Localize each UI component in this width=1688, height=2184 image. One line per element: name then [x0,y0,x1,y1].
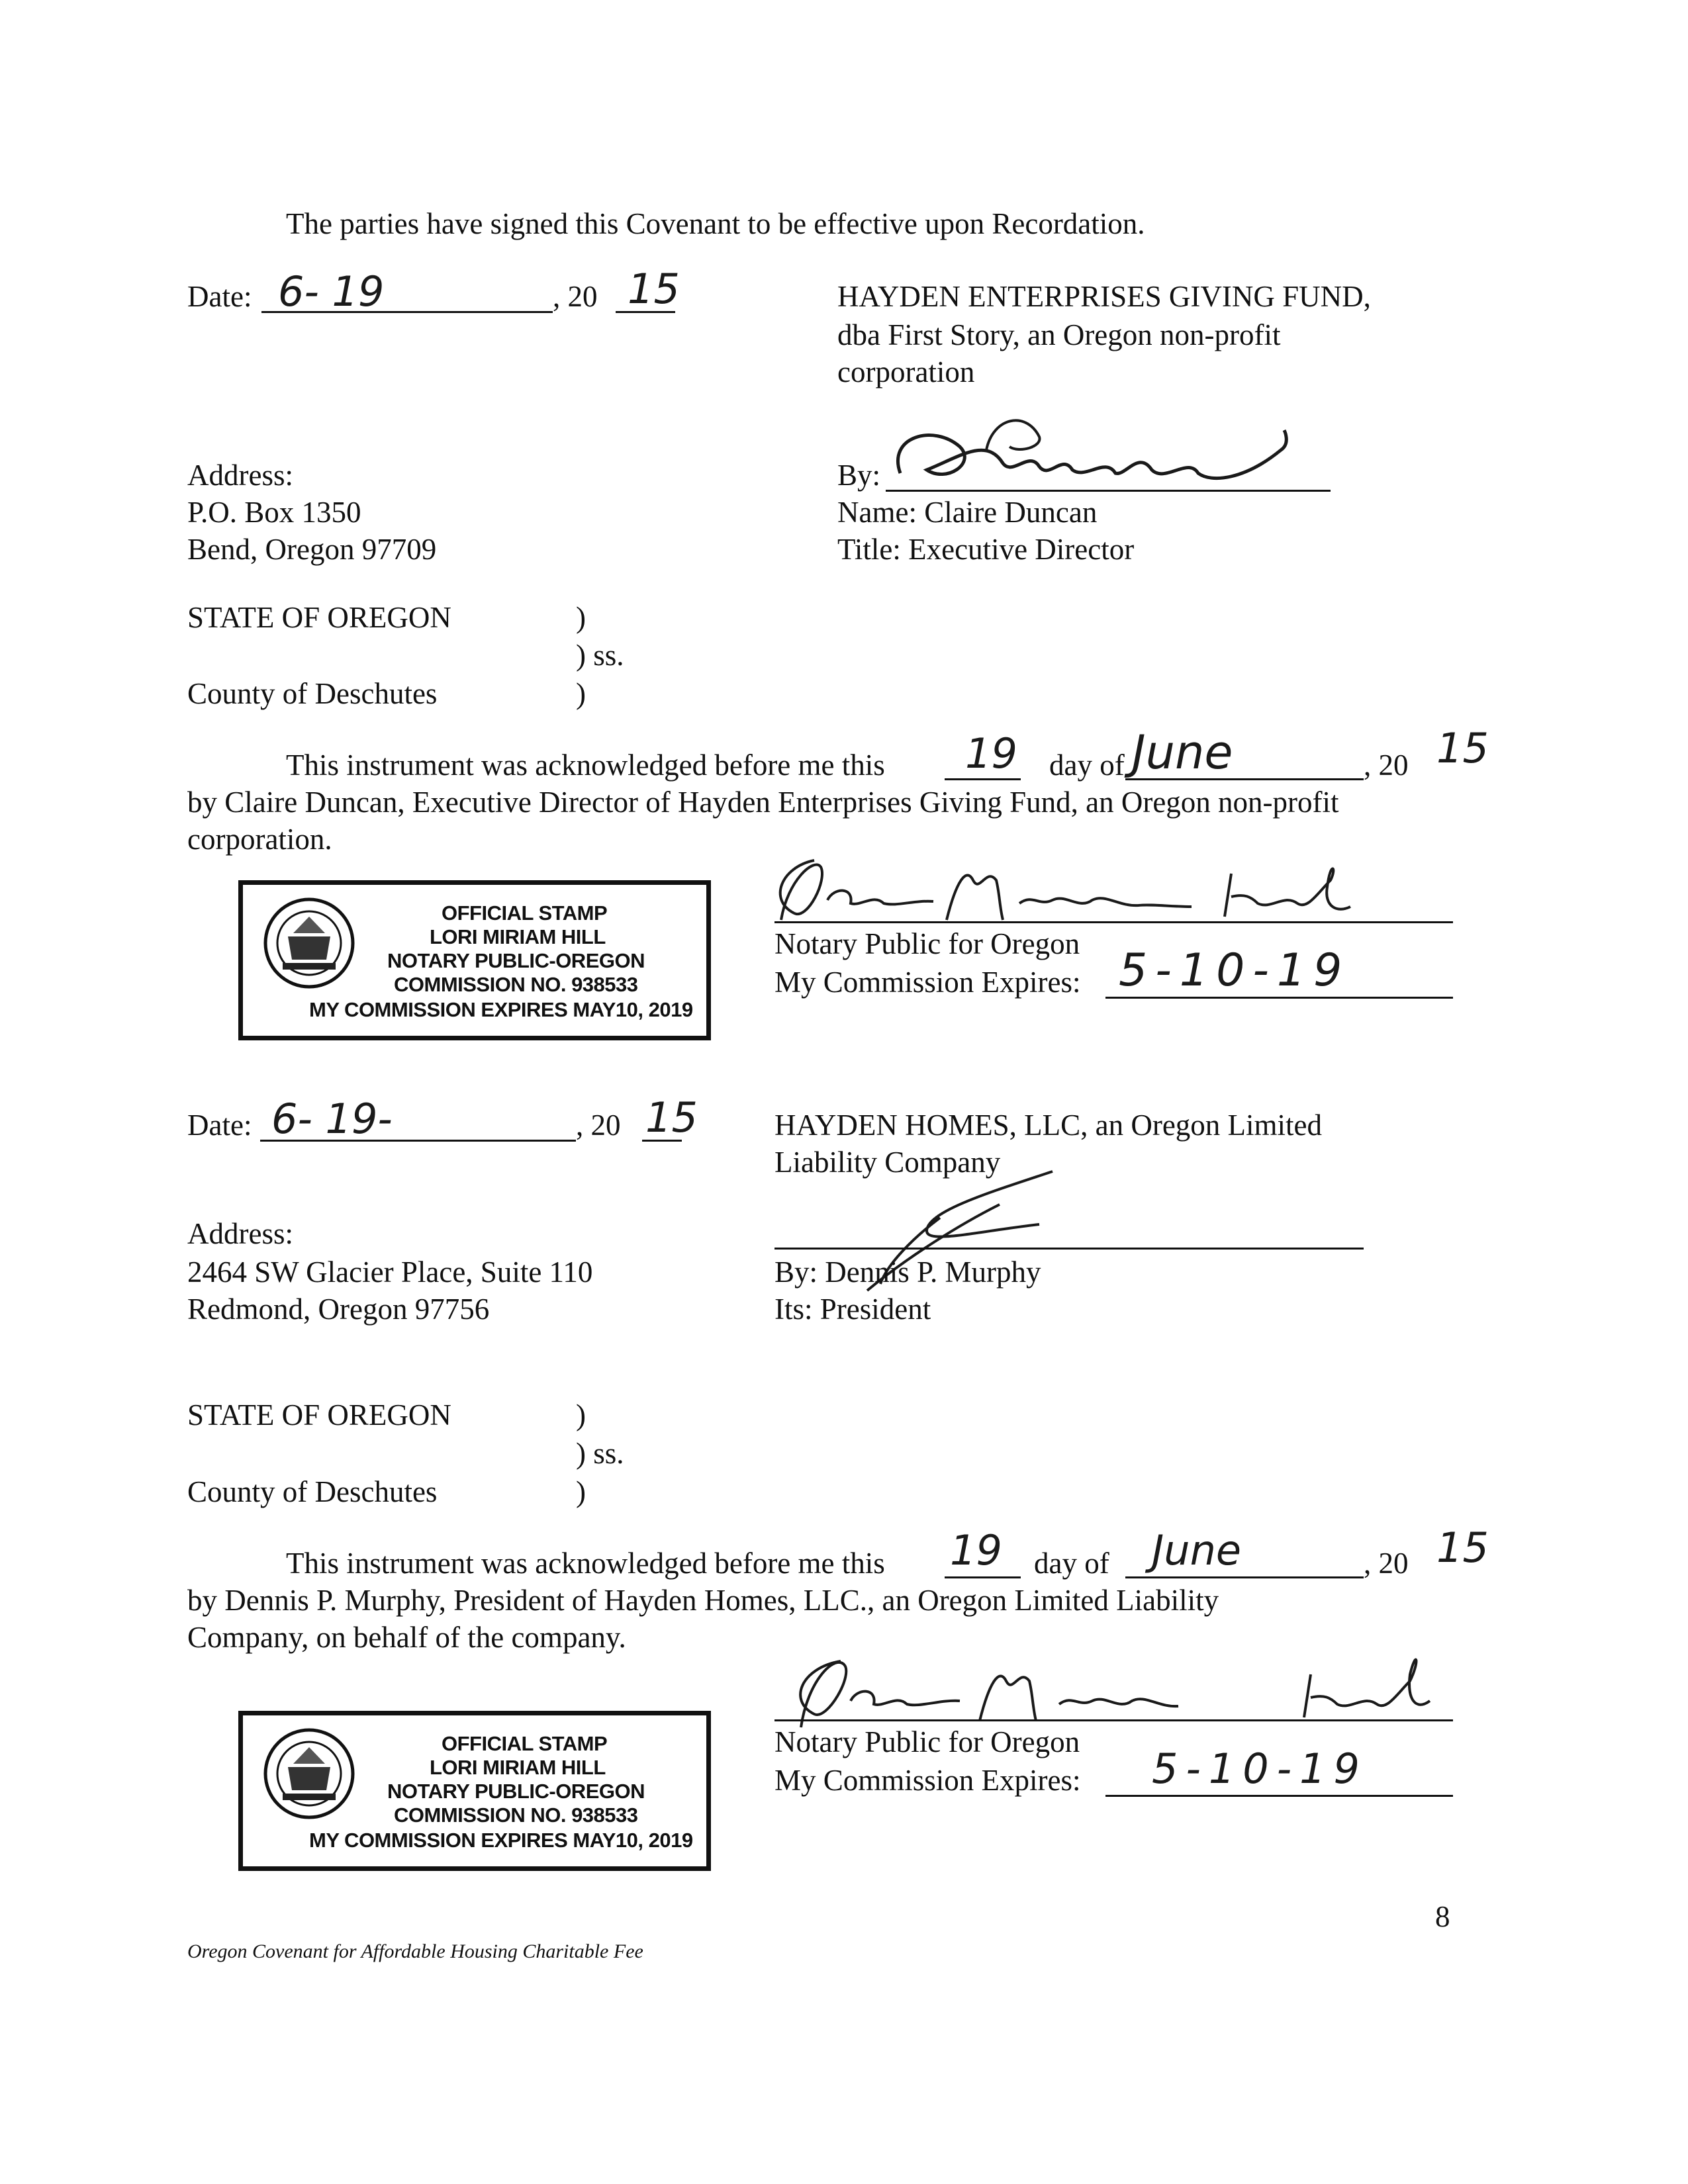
party-desc-2: Liability Company [774,1146,1001,1179]
date-label-2: Date: [187,1109,252,1142]
party-desc-1b: corporation [837,355,975,388]
county-1: County of Deschutes [187,677,438,710]
county-2: County of Deschutes [187,1475,438,1508]
notary-stamp-2 [238,1711,711,1871]
ack-1-dayof: day of [1049,749,1125,782]
state-seal-icon [263,897,355,989]
year-underline-1 [616,311,675,313]
address-line-2b: Redmond, Oregon 97756 [187,1293,490,1326]
year-prefix-2: , 20 [576,1109,621,1142]
ack-2-year-prefix: , 20 [1364,1547,1409,1580]
stamp-1-line3: NOTARY PUBLIC-OREGON [387,949,645,972]
party-name-1: HAYDEN ENTERPRISES GIVING FUND, [837,280,1371,313]
ss-2: ) ss. [576,1437,624,1470]
signature-line-2 [774,1248,1364,1250]
signer-name-1: Name: Claire Duncan [837,496,1098,529]
state-1: STATE OF OREGON [187,601,451,634]
ack-2-line2: by Dennis P. Murphy, President of Hayden Homes, LLC., an Oregon Limited Liability [187,1584,1219,1617]
stamp-2-line3: NOTARY PUBLIC-OREGON [387,1780,645,1803]
notary-public-2: Notary Public for Oregon [774,1725,1080,1758]
signer-name-2: By: Dennis P. Murphy [774,1255,1041,1289]
ack-2-start: This instrument was acknowledged before me this [286,1547,885,1580]
state-seal-icon [263,1727,355,1820]
paren-1c: ) [576,677,586,710]
stamp-2-line4: COMMISSION NO. 938533 [394,1803,638,1827]
year-value-2: 15 [645,1093,698,1142]
paren-1a: ) [576,601,586,634]
date-underline-1 [261,311,553,313]
footer-text: Oregon Covenant for Affordable Housing Charitable Fee [187,1940,643,1962]
ack-1-start: This instrument was acknowledged before me this [286,749,885,782]
date-value-1: 6- 19 [278,267,385,316]
commission-label-2: My Commission Expires: [774,1764,1081,1797]
ack-1-year-prefix: , 20 [1364,749,1409,782]
stamp-1-line4: COMMISSION NO. 938533 [394,973,638,996]
ack-2-month-underline [1125,1576,1364,1578]
date-label-1: Date: [187,280,252,313]
signature-claire-duncan [887,410,1311,493]
date-value-2: 6- 19- [271,1095,393,1143]
address-line-1b: Bend, Oregon 97709 [187,533,437,566]
notary-signature-1 [768,841,1364,933]
commission-label-1: My Commission Expires: [774,966,1081,999]
ack-1-year: 15 [1436,724,1489,772]
commission-underline-1 [1105,997,1453,999]
ack-1-month-underline [1125,778,1364,780]
ack-2-year: 15 [1436,1524,1489,1572]
paren-2c: ) [576,1475,586,1508]
year-prefix-1: , 20 [553,280,598,313]
ack-1-line3: corporation. [187,823,332,856]
year-value-1: 15 [628,265,680,313]
ss-1: ) ss. [576,639,624,672]
ack-1-day-underline [945,778,1021,780]
address-label-1: Address: [187,459,293,492]
ack-1-day: 19 [965,729,1017,778]
commission-value-1: 5-10-19 [1119,944,1350,997]
notary-public-1: Notary Public for Oregon [774,927,1080,960]
address-line-1a: P.O. Box 1350 [187,496,361,529]
stamp-2-line5: MY COMMISSION EXPIRES MAY10, 2019 [309,1829,693,1852]
by-label-1: By: [837,459,881,492]
notary-stamp-1 [238,880,711,1040]
commission-value-2: 5-10-19 [1152,1745,1368,1793]
ack-1-line2: by Claire Duncan, Executive Director of Hayden Enterprises Giving Fund, an Oregon non-profit [187,786,1339,819]
state-2: STATE OF OREGON [187,1398,451,1432]
stamp-2-line1: OFFICIAL STAMP [442,1732,608,1755]
intro-sentence: The parties have signed this Covenant to be effective upon Recordation. [286,207,1145,240]
ack-2-line3: Company, on behalf of the company. [187,1621,626,1654]
ack-2-day: 19 [950,1526,1002,1574]
signer-title-1: Title: Executive Director [837,533,1135,566]
year-underline-2 [642,1140,682,1142]
stamp-1-line1: OFFICIAL STAMP [442,901,608,925]
page-number: 8 [1435,1900,1450,1933]
stamp-2-line2: LORI MIRIAM HILL [430,1756,606,1779]
ack-2-dayof: day of [1034,1547,1109,1580]
notary-sig-line-1 [774,921,1453,923]
party-desc-1a: dba First Story, an Oregon non-profit [837,318,1281,351]
stamp-1-line5: MY COMMISSION EXPIRES MAY10, 2019 [309,998,693,1021]
address-line-2a: 2464 SW Glacier Place, Suite 110 [187,1255,593,1289]
commission-underline-2 [1105,1795,1453,1797]
notary-sig-line-2 [774,1719,1453,1721]
stamp-1-line2: LORI MIRIAM HILL [430,925,606,948]
party-name-2: HAYDEN HOMES, LLC, an Oregon Limited [774,1109,1323,1142]
paren-2a: ) [576,1398,586,1432]
ack-1-month: June [1132,725,1233,780]
signer-title-2: Its: President [774,1293,931,1326]
date-underline-2 [260,1140,576,1142]
ack-2-day-underline [945,1576,1021,1578]
ack-2-month: June [1152,1526,1242,1574]
address-label-2: Address: [187,1217,293,1250]
